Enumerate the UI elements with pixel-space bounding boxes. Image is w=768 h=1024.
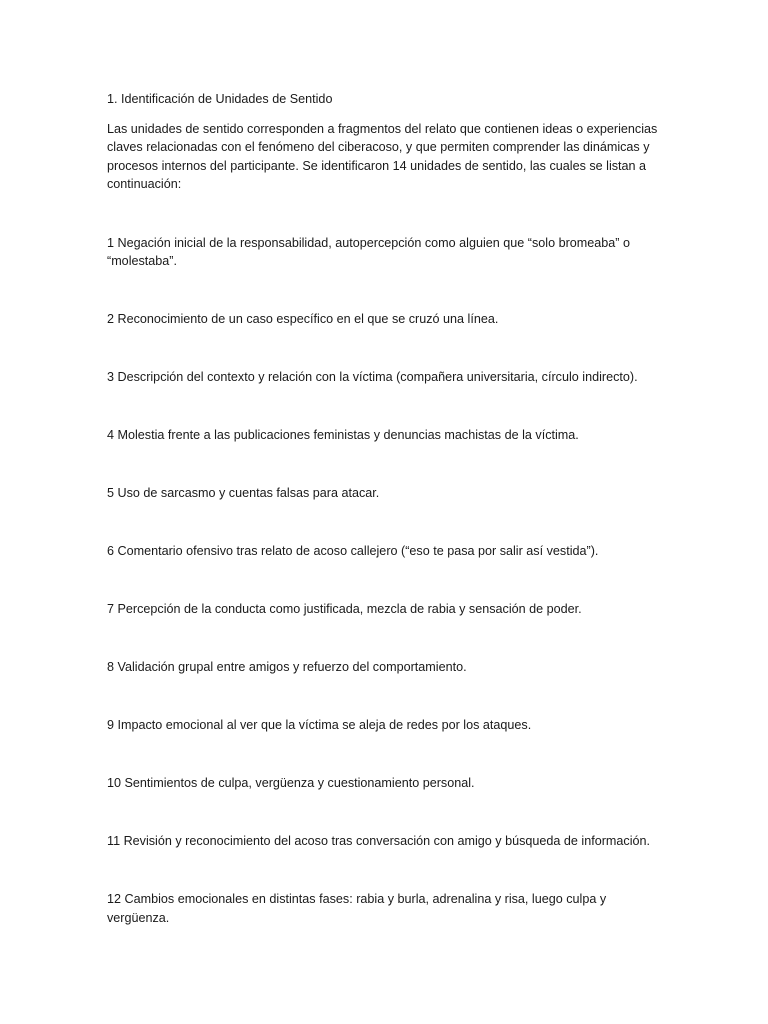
intro-paragraph: Las unidades de sentido corresponden a fragmentos del relato que contienen ideas o experiencias claves relacionadas con el fenómeno del ciberacoso, y que permiten comprender las dinámicas y procesos internos del participante. Se identificaron 14 unidades de sentido, las cuales se listan a continuación: xyxy=(107,121,658,191)
list-item: 7 Percepción de la conducta como justificada, mezcla de rabia y sensación de poder. xyxy=(107,602,582,616)
list-item: 2 Reconocimiento de un caso específico en el que se cruzó una línea. xyxy=(107,312,499,326)
list-item: 6 Comentario ofensivo tras relato de acoso callejero (“eso te pasa por salir así vestida”). xyxy=(107,544,599,558)
list-item: 11 Revisión y reconocimiento del acoso tras conversación con amigo y búsqueda de información. xyxy=(107,834,650,848)
list-item: 3 Descripción del contexto y relación con la víctima (compañera universitaria, círculo indirecto). xyxy=(107,370,638,384)
document-body xyxy=(107,90,667,967)
list-item: 12 Cambios emocionales en distintas fases: rabia y burla, adrenalina y risa, luego culpa y vergüenza. xyxy=(107,892,607,925)
list-item: 1 Negación inicial de la responsabilidad, autopercepción como alguien que “solo bromeaba” o “molestaba”. xyxy=(107,235,630,268)
list-item: 5 Uso de sarcasmo y cuentas falsas para atacar. xyxy=(107,486,380,500)
list-item: 9 Impacto emocional al ver que la víctima se aleja de redes por los ataques. xyxy=(107,718,532,732)
units-list xyxy=(107,234,667,928)
section-heading: 1. Identificación de Unidades de Sentido xyxy=(107,92,333,106)
list-item: 4 Molestia frente a las publicaciones feministas y denuncias machistas de la víctima. xyxy=(107,428,579,442)
list-item: 8 Validación grupal entre amigos y refuerzo del comportamiento. xyxy=(107,660,467,674)
list-item: 10 Sentimientos de culpa, vergüenza y cuestionamiento personal. xyxy=(107,776,475,790)
